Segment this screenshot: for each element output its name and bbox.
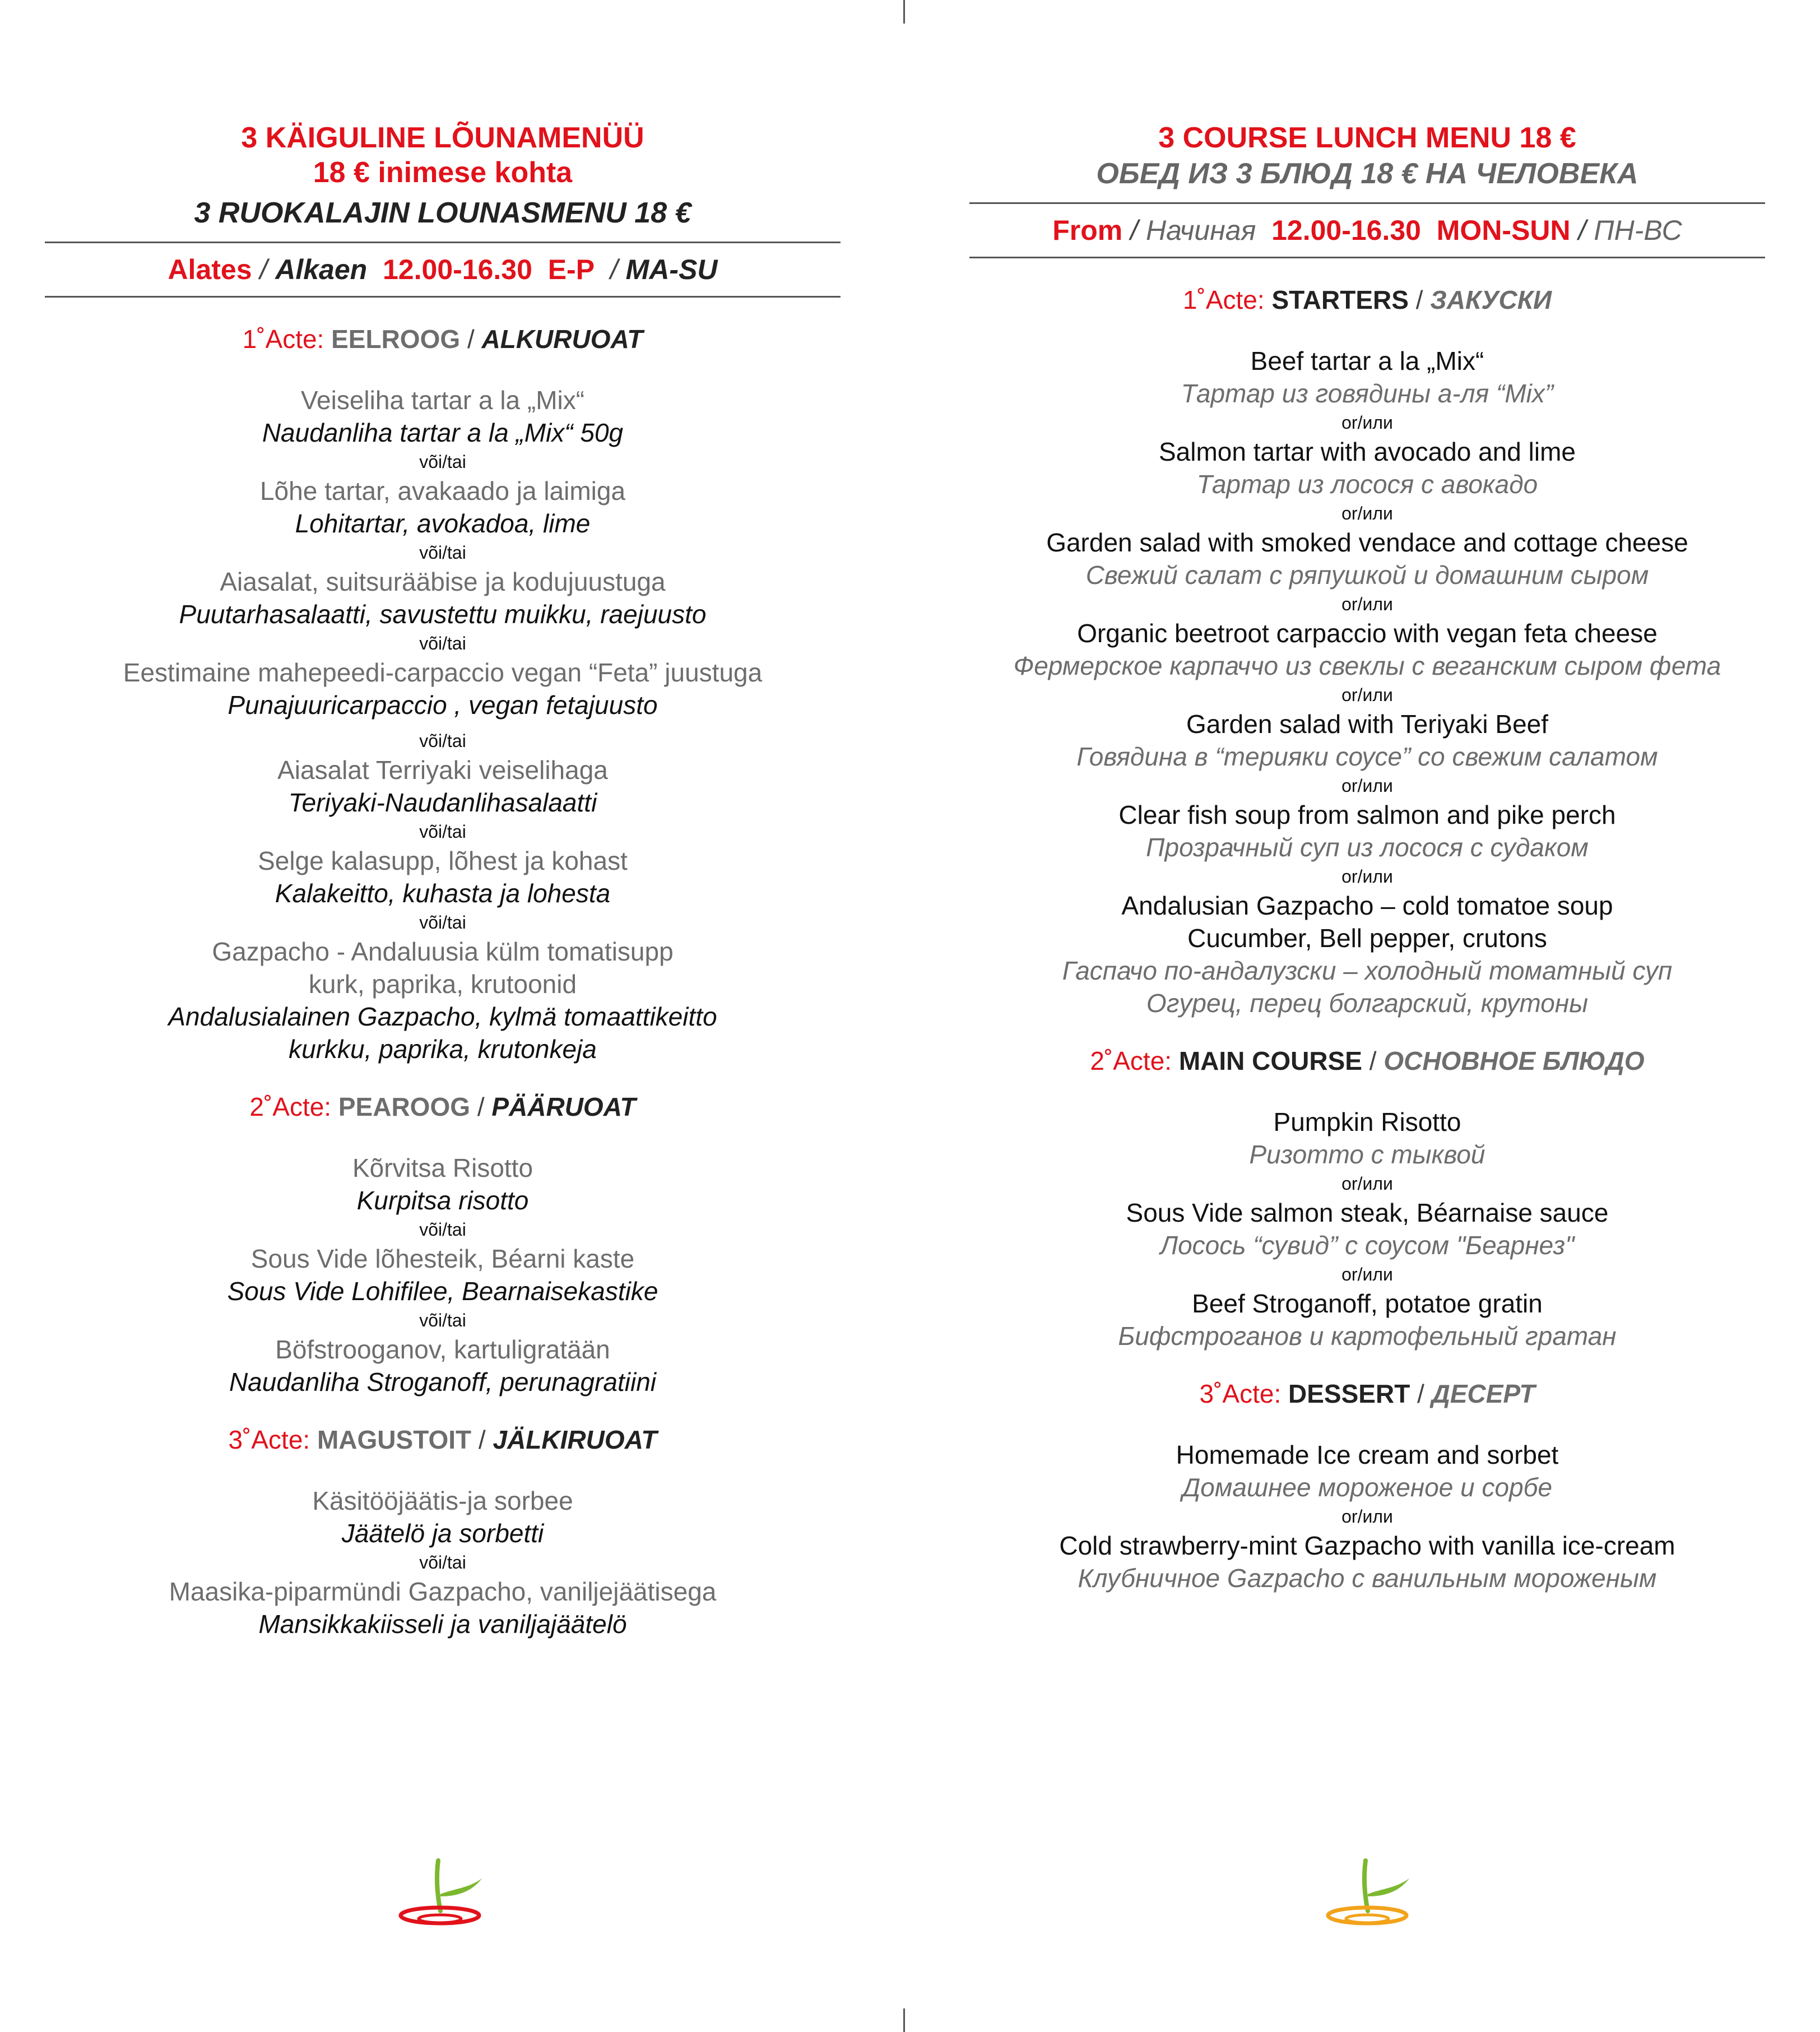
menu-item-translation: Kalakeitto, kuhasta ja lohesta — [275, 879, 611, 908]
or-separator: või/tai — [419, 1219, 466, 1240]
menu-item: Homemade Ice cream and sorbet — [1176, 1440, 1559, 1469]
menu-item: Pumpkin Risotto — [1273, 1107, 1461, 1136]
or-separator: või/tai — [419, 731, 466, 751]
opening-hours: Alates / Alkaen 12.00-16.30 E-P / MA-SU — [168, 254, 718, 285]
menu-item: Beef Stroganoff, potatoe gratin — [1192, 1289, 1543, 1318]
section-heading-dessert: 3˚Acte: DESSERT / ДЕСЕРТ — [1199, 1379, 1535, 1408]
menu-item-translation: Mansikkakiisseli ja vaniljajäätelö — [258, 1609, 627, 1639]
menu-item: Veiseliha tartar a la „Mix“ — [300, 386, 585, 415]
menu-item: Käsitööjäätis-ja sorbee — [312, 1486, 573, 1515]
or-separator: või/tai — [419, 1310, 466, 1330]
menu-item: Eestimaine mahepeedi-carpaccio vegan “Feta” juustuga — [123, 658, 763, 687]
or-separator: or/или — [1341, 594, 1393, 614]
or-separator: või/tai — [419, 542, 466, 563]
menu-item-translation: Тартар из лосося с авокадо — [1196, 470, 1538, 499]
menu-item-translation-detail: kurkku, paprika, krutonkeja — [289, 1034, 597, 1064]
section-heading-starters: 1˚Acte: EELROOG / ALKURUOAT — [242, 324, 643, 354]
section-heading-main-course: 2˚Acte: MAIN COURSE / ОСНОВНОЕ БЛЮДО — [1090, 1046, 1645, 1075]
opening-hours: From / Начиная 12.00-16.30 MON-SUN / ПН-ВС — [1052, 215, 1682, 246]
menu-item-translation: Punajuuricarpaccio , vegan fetajuusto — [227, 690, 658, 720]
menu-item: Böfstrooganov, kartuligratään — [275, 1335, 610, 1364]
menu-item: Aiasalat, suitsurääbise ja kodujuustuga — [220, 567, 666, 596]
menu-item-translation: Гаспачо по-андалузски – холодный томатный суп — [1062, 956, 1673, 985]
menu-item-translation: Lohitartar, avokadoa, lime — [295, 509, 591, 538]
or-separator: or/или — [1341, 412, 1393, 433]
menu-item: Maasika-piparmündi Gazpacho, vaniljejäätisega — [169, 1577, 717, 1606]
sprout-logo-icon — [1320, 1849, 1420, 1933]
starters-list — [45, 384, 841, 1065]
menu-item: Clear fish soup from salmon and pike perch — [1118, 800, 1616, 829]
or-separator: or/или — [1341, 1173, 1393, 1194]
menu-item-translation: Teriyaki-Naudanlihasalaatti — [288, 788, 597, 817]
or-separator: or/или — [1341, 1264, 1393, 1284]
or-separator: or/или — [1341, 776, 1393, 796]
section-heading-starters: 1˚Acte: STARTERS / ЗАКУСКИ — [1182, 285, 1552, 314]
menu-item-detail: Cucumber, Bell pepper, crutons — [1187, 924, 1547, 953]
or-separator: or/или — [1341, 685, 1393, 705]
menu-item-translation: Naudanliha tartar a la „Mix“ 50g — [262, 418, 624, 447]
menu-item-translation: Kurpitsa risotto — [356, 1186, 529, 1215]
menu-item: Lõhe tartar, avakaado ja laimiga — [259, 476, 626, 505]
menu-item: Sous Vide lõhesteik, Béarni kaste — [250, 1244, 635, 1273]
menu-item: Andalusian Gazpacho – cold tomatoe soup — [1121, 891, 1613, 920]
menu-item: Gazpacho - Andaluusia külm tomatisupp — [212, 937, 674, 966]
menu-item: Salmon tartar with avocado and lime — [1158, 437, 1576, 466]
or-separator: või/tai — [419, 633, 466, 653]
menu-item-translation-detail: Огурец, перец болгарский, крутоны — [1146, 989, 1589, 1018]
menu-item-translation: Прозрачный суп из лосося с судаком — [1146, 833, 1589, 862]
or-separator: või/tai — [419, 822, 466, 842]
menu-item-translation: Лосось “сувид” с соусом "Беарнез" — [1160, 1231, 1575, 1260]
sprout-logo-icon — [392, 1849, 493, 1933]
menu-item-translation: Puutarhasalaatti, savustettu muikku, raejuusto — [179, 600, 707, 629]
menu-panel-estonian-finnish — [45, 120, 841, 1640]
starters-list — [969, 345, 1765, 1019]
section-heading-main-course: 2˚Acte: PEAROOG / PÄÄRUOAT — [249, 1092, 636, 1121]
or-separator: või/tai — [419, 452, 466, 472]
or-separator: or/или — [1341, 1506, 1393, 1527]
menu-item-translation: Sous Vide Lohifilee, Bearnaisekastike — [227, 1277, 658, 1306]
main-course-list — [45, 1152, 841, 1398]
menu-item-detail: kurk, paprika, krutoonid — [308, 969, 577, 999]
menu-item: Aiasalat Terriyaki veiselihaga — [277, 755, 608, 785]
menu-item-translation: Клубничное Gazpacho с ванильным мороженым — [1078, 1564, 1657, 1593]
divider — [45, 296, 841, 298]
menu-item-translation: Naudanliha Stroganoff, perunagratiini — [229, 1367, 657, 1397]
menu-item-translation: Ризотто с тыквой — [1249, 1140, 1485, 1169]
or-separator: or/или — [1341, 866, 1393, 887]
dessert-list — [969, 1439, 1765, 1594]
page-title-finnish: 3 RUOKALAJIN LOUNASMENU 18 € — [194, 197, 691, 229]
or-separator: või/tai — [419, 912, 466, 933]
menu-item-translation: Домашнее мороженое и сорбе — [1182, 1473, 1553, 1502]
menu-item-translation: Фермерское карпаччо из свеклы с веганским сыром фета — [1013, 651, 1721, 680]
fold-mark-top — [903, 0, 905, 24]
page-title-russian: ОБЕД ИЗ 3 БЛЮД 18 € НА ЧЕЛОВЕКА — [1096, 157, 1638, 190]
section-heading-dessert: 3˚Acte: MAGUSTOIT / JÄLKIRUOAT — [228, 1425, 657, 1454]
main-course-list — [969, 1106, 1765, 1352]
menu-item-translation: Свежий салат с ряпушкой и домашним сыром — [1085, 560, 1649, 590]
page-title: 3 KÄIGULINE LÕUNAMENÜÜ — [241, 122, 644, 154]
menu-item-translation: Andalusialainen Gazpacho, kylmä tomaattikeitto — [168, 1002, 717, 1031]
fold-mark-bottom — [903, 2008, 905, 2032]
menu-item: Garden salad with smoked vendace and cottage cheese — [1046, 528, 1688, 557]
menu-item: Beef tartar a la „Mix“ — [1250, 346, 1484, 375]
dessert-list — [45, 1484, 841, 1640]
or-separator: või/tai — [419, 1552, 466, 1572]
menu-item: Selge kalasupp, lõhest ja kohast — [258, 846, 628, 875]
page-title: 3 COURSE LUNCH MENU 18 € — [1158, 122, 1576, 154]
menu-item: Kõrvitsa Risotto — [352, 1153, 533, 1182]
divider — [969, 257, 1765, 258]
menu-panel-english-russian — [969, 120, 1765, 1594]
menu-item: Garden salad with Teriyaki Beef — [1186, 709, 1549, 739]
menu-item: Cold strawberry-mint Gazpacho with vanilla ice-cream — [1059, 1531, 1675, 1560]
menu-item-translation: Говядина в “терияки соусе” со свежим салатом — [1076, 742, 1658, 771]
menu-item-translation: Тартар из говядины а-ля “Mix” — [1181, 379, 1554, 408]
menu-item: Organic beetroot carpaccio with vegan feta cheese — [1077, 619, 1657, 648]
price-subtitle: 18 € inimese kohta — [313, 156, 573, 189]
menu-item-translation: Бифстроганов и картофельный гратан — [1118, 1321, 1617, 1351]
or-separator: or/или — [1341, 503, 1393, 523]
menu-item-translation: Jäätelö ja sorbetti — [341, 1519, 544, 1548]
menu-item: Sous Vide salmon steak, Béarnaise sauce — [1126, 1198, 1609, 1227]
